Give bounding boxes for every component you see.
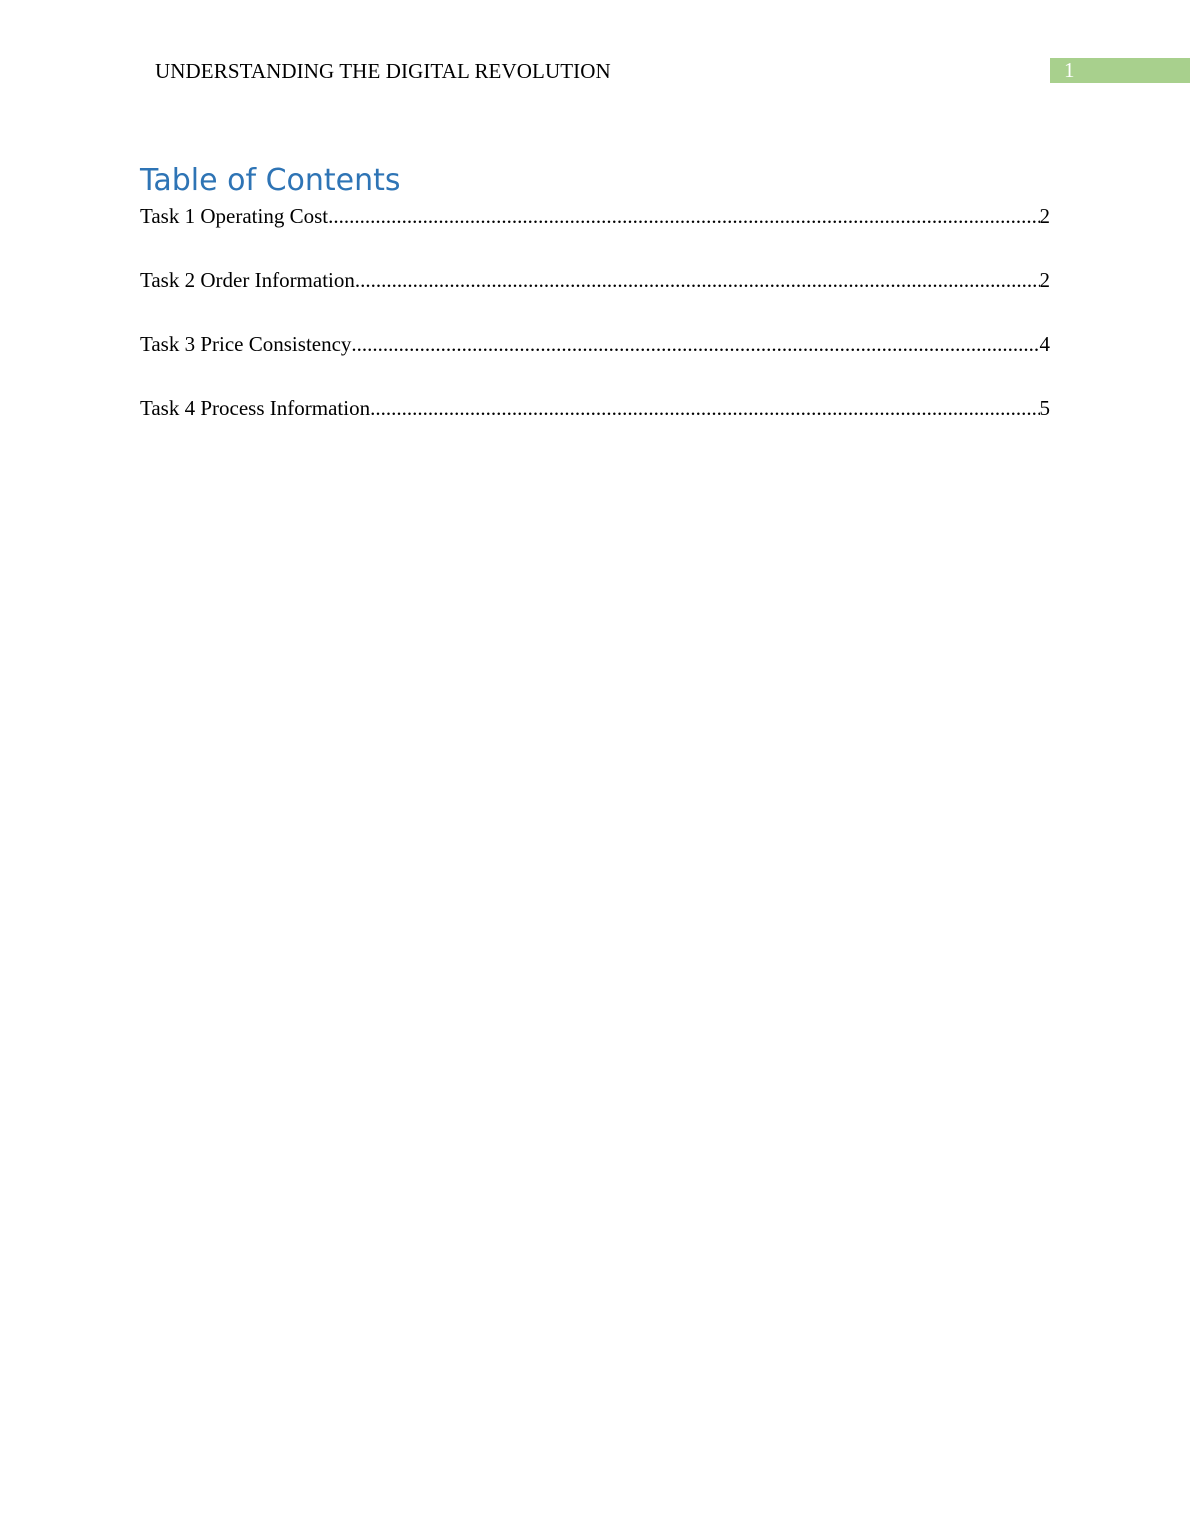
toc-dot-leader bbox=[328, 202, 1039, 230]
toc-title: Table of Contents bbox=[140, 163, 401, 198]
toc-entry-label: Task 4 Process Information bbox=[140, 396, 371, 420]
page-number-badge bbox=[1050, 58, 1190, 83]
toc-dot-leader bbox=[351, 330, 1039, 358]
page-number: 1 bbox=[1064, 58, 1075, 82]
toc-entry-task-3[interactable] bbox=[140, 330, 1050, 358]
table-of-contents bbox=[140, 202, 1050, 458]
toc-entry-label: Task 1 Operating Cost bbox=[140, 204, 329, 228]
toc-entry-task-4[interactable] bbox=[140, 394, 1050, 422]
toc-entry-label: Task 3 Price Consistency bbox=[140, 332, 352, 356]
toc-dot-leader bbox=[370, 394, 1039, 422]
toc-dot-leader bbox=[355, 266, 1040, 294]
toc-entry-page: 2 bbox=[1039, 268, 1050, 292]
toc-entry-page: 4 bbox=[1039, 332, 1050, 356]
toc-entry-page: 2 bbox=[1039, 204, 1050, 228]
running-head: UNDERSTANDING THE DIGITAL REVOLUTION bbox=[155, 59, 611, 83]
toc-entry-task-1[interactable] bbox=[140, 202, 1050, 230]
toc-entry-task-2[interactable] bbox=[140, 266, 1050, 294]
toc-entry-label: Task 2 Order Information bbox=[140, 268, 355, 292]
page-header bbox=[0, 0, 1190, 100]
toc-entry-page: 5 bbox=[1039, 396, 1050, 420]
